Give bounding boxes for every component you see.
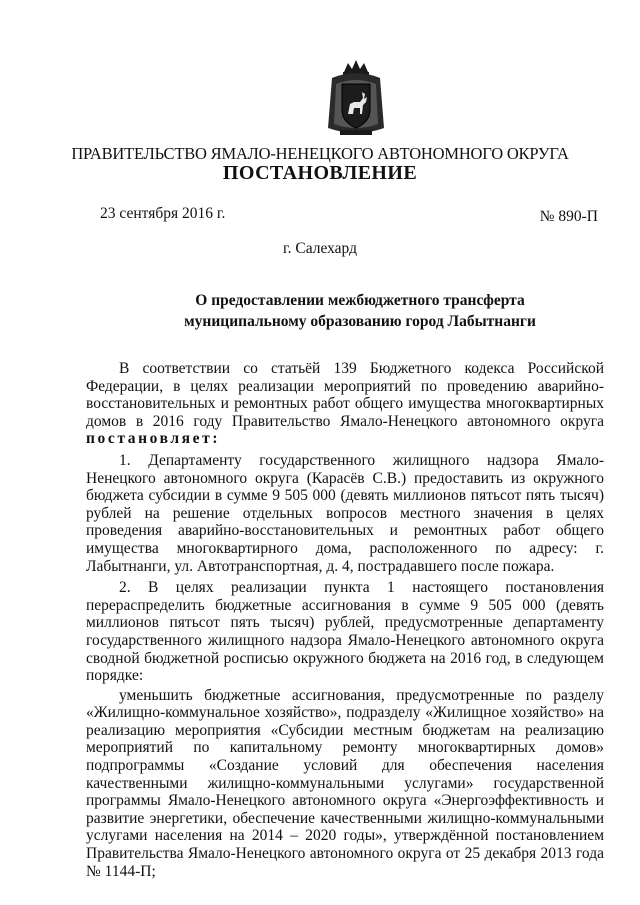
document-title [130,290,590,332]
preamble-text: В соответствии со статьёй 139 Бюджетного кодекса Российской Федерации, в целях реализации мероприятий по проведению аварийно-восстановительных и ремонтных работ общего имущества многоквартирных домов в 2016 году Правительство Ямало-Ненецкого автономного округа [86,360,604,430]
decree-word: постановляет: [86,430,221,448]
preamble-paragraph [86,360,604,448]
yamal-nenets-coat-of-arms-icon [326,58,386,140]
document-number: № 890-П [539,208,598,225]
document-type: ПОСТАНОВЛЕНИЕ [222,162,418,184]
organization-name: ПРАВИТЕЛЬСТВО ЯМАЛО-НЕНЕЦКОГО АВТОНОМНОГО ОКРУГА [71,144,569,163]
document-city: г. Салехард [283,240,357,257]
item-paragraph: уменьшить бюджетные ассигнования, предусмотренные по разделу «Жилищно-коммунальное хозяйство», подразделу «Жилищное хозяйство» на реализацию мероприятия «Субсидии местным бюджетам на реализацию мероприятий по капитальному ремонту многоквартирных домов» подпрограммы «Создание условий для обеспечения населения качественными жилищно-коммунальными услугами» государственной программы Ямало-Ненецкого автономного округа «Энергоэффективность и развитие энергетики, обеспечение качественными жилищно-коммунальными услугами населения на 2014 – 2020 годы», утверждённой постановлением Правительства Ямало-Ненецкого автономного округа от 25 декабря 2013 года № 1144-П; [86,686,604,880]
document-date: 23 сентября 2016 г. [100,205,226,222]
document-title-line: О предоставлении межбюджетного трансферта [195,292,525,309]
item-paragraph: 2. В целях реализации пункта 1 настоящего постановления перераспределить бюджетные ассигнования в сумме 9 505 000 (девять миллионов пятьсот пять тысяч) рублей, предусмотренные департаменту государственного жилищного надзора Ямало-Ненецкого автономного округа сводной бюджетной росписью окружного бюджета на 2016 год, в следующем порядке: [86,579,604,685]
document-body [86,360,604,884]
item-paragraph: 1. Департаменту государственного жилищного надзора Ямало-Ненецкого автономного округа (Карасёв С.В.) предоставить из окружного бюджета субсидии в сумме 9 505 000 (девять миллионов пятьсот пять тысяч) рублей на решение отдельных вопросов местного значения в целях проведения аварийно-восстановительных и ремонтных работ общего имущества многоквартирного дома, расположенного по адресу: г. Лабытнанги, ул. Автотранспортная, д. 4, пострадавшего после пожара. [86,451,604,575]
document-title-line: муниципальному образованию город Лабытнанги [184,313,536,330]
